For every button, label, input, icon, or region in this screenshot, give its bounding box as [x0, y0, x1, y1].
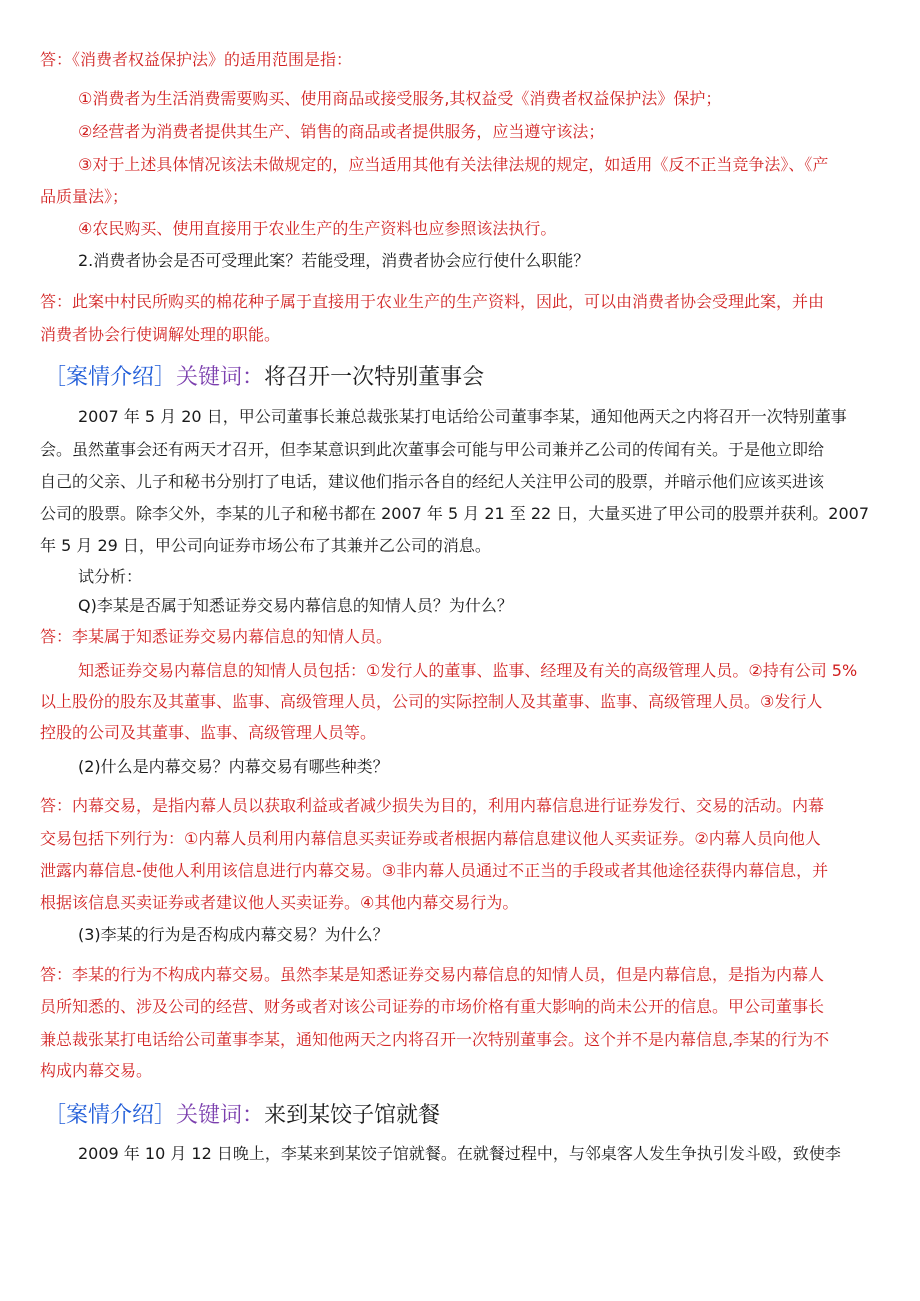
paragraph-line: 公司的股票。除李父外，李某的儿子和秘书都在 2007 年 5 月 21 至 22 日，大量买进了甲公司的股票并获利。2007	[40, 504, 870, 523]
case-heading	[44, 358, 484, 398]
case-bracket-open: ［	[44, 365, 67, 390]
answer-line: 交易包括下列行为：①内幕人员利用内幕信息买卖证券或者根据内幕信息建议他人买卖证券。②内幕人员向他人	[40, 829, 821, 848]
answer-line: 答：李某的行为不构成内幕交易。虽然李某是知悉证券交易内幕信息的知情人员，但是内幕信息，是指为内幕人	[40, 965, 825, 984]
answer-item: ③对于上述具体情况该法未做规定的，应当适用其他有关法律法规的规定，如适用《反不正当竞争法》、《产	[78, 155, 829, 174]
answer-item: ④农民购买、使用直接用于农业生产的生产资料也应参照该法执行。	[78, 219, 557, 238]
question-line: (3)李某的行为是否构成内幕交易？为什么？	[78, 925, 389, 944]
analyze-label: 试分析：	[78, 567, 143, 586]
paragraph-line: 2007 年 5 月 20 日，甲公司董事长兼总裁张某打电话给公司董事李某，通知他两天之内将召开一次特别董事	[78, 407, 847, 426]
case-bracket-open: ［	[44, 1103, 67, 1128]
question-line: 2.消费者协会是否可受理此案？若能受理，消费者协会应行使什么职能？	[78, 251, 590, 270]
case-title: 将召开一次特别董事会	[264, 365, 485, 390]
answer-line: 构成内幕交易。	[40, 1061, 153, 1080]
keyword-label: 关键词：	[176, 365, 265, 390]
case-label: 案情介绍	[66, 1103, 155, 1128]
case-heading	[44, 1096, 440, 1136]
answer-item-continuation: 品质量法》；	[40, 187, 129, 206]
keyword-label: 关键词：	[176, 1103, 265, 1128]
answer-line: 员所知悉的、涉及公司的经营、财务或者对该公司证券的市场价格有重大影响的尚未公开的信息。甲公司董事长	[40, 997, 825, 1016]
paragraph-line: 会。虽然董事会还有两天才召开，但李某意识到此次董事会可能与甲公司兼并乙公司的传闻有关。于是他立即给	[40, 440, 825, 459]
answer-line: 兼总裁张某打电话给公司董事李某，通知他两天之内将召开一次特别董事会。这个并不是内幕信息,李某的行为不	[40, 1030, 830, 1049]
question-line: Q)李某是否属于知悉证券交易内幕信息的知情人员？为什么？	[78, 596, 513, 615]
paragraph-line: 年 5 月 29 日，甲公司向证券市场公布了其兼并乙公司的消息。	[40, 536, 491, 555]
answer-line: 根据该信息买卖证券或者建议他人买卖证券。④其他内幕交易行为。	[40, 893, 519, 912]
answer-line: 以上股份的股东及其董事、监事、高级管理人员，公司的实际控制人及其董事、监事、高级管理人员。③发行人	[40, 692, 823, 711]
answer-line: 答：内幕交易，是指内幕人员以获取利益或者减少损失为目的，利用内幕信息进行证券发行、交易的活动。内幕	[40, 796, 825, 815]
answer-line: 知悉证券交易内幕信息的知情人员包括：①发行人的董事、监事、经理及有关的高级管理人员。②持有公司 5%	[78, 661, 858, 680]
answer-line: 答：《消费者权益保护法》的适用范围是指：	[40, 50, 353, 69]
answer-line: 控股的公司及其董事、监事、高级管理人员等。	[40, 723, 377, 742]
paragraph-line: 自己的父亲、儿子和秘书分别打了电话，建议他们指示各自的经纪人关注甲公司的股票，并暗示他们应该买进该	[40, 472, 825, 491]
answer-line: 答：此案中村民所购买的棉花种子属于直接用于农业生产的生产资料，因此，可以由消费者协会受理此案，并由	[40, 292, 825, 311]
paragraph-line: 2009 年 10 月 12 日晚上，李某来到某饺子馆就餐。在就餐过程中，与邻桌客人发生争执引发斗殴，致使李	[78, 1144, 841, 1163]
case-label: 案情介绍	[66, 365, 155, 390]
case-bracket-close: ］	[154, 365, 177, 390]
answer-item: ①消费者为生活消费需要购买、使用商品或接受服务,其权益受《消费者权益保护法》保护；	[78, 89, 722, 108]
question-line: (2)什么是内幕交易？内幕交易有哪些种类？	[78, 757, 389, 776]
case-title: 来到某饺子馆就餐	[264, 1103, 441, 1128]
answer-line: 消费者协会行使调解处理的职能。	[40, 325, 281, 344]
answer-line: 答：李某属于知悉证券交易内幕信息的知情人员。	[40, 627, 393, 646]
answer-item: ②经营者为消费者提供其生产、销售的商品或者提供服务，应当遵守该法；	[78, 122, 605, 141]
case-bracket-close: ］	[154, 1103, 177, 1128]
answer-line: 泄露内幕信息-使他人利用该信息进行内幕交易。③非内幕人员通过不正当的手段或者其他途径获得内幕信息，并	[40, 861, 829, 880]
